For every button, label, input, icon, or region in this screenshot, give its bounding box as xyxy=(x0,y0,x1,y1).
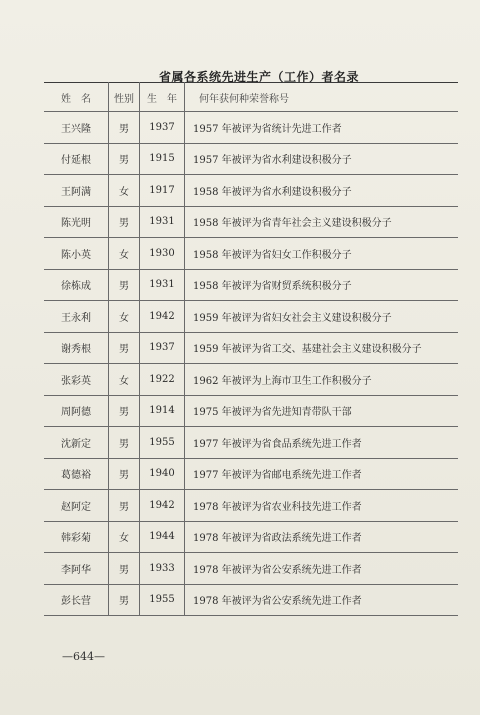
cell-name: 王永利 xyxy=(44,301,109,333)
header-birth-year: 生 年 xyxy=(140,83,185,112)
cell-birth-year: 1937 xyxy=(140,112,185,144)
cell-name: 张彩英 xyxy=(44,364,109,396)
table-row xyxy=(44,427,458,459)
cell-sex: 女 xyxy=(109,364,140,396)
table-row xyxy=(44,238,458,270)
cell-sex: 男 xyxy=(109,458,140,490)
cell-birth-year: 1931 xyxy=(140,269,185,301)
table-header-row xyxy=(44,83,458,112)
cell-honor: 1957 年被评为省水利建设积极分子 xyxy=(185,143,459,175)
cell-sex: 男 xyxy=(109,332,140,364)
header-honor: 何年获何种荣誉称号 xyxy=(185,83,459,112)
cell-sex: 女 xyxy=(109,238,140,270)
cell-birth-year: 1942 xyxy=(140,490,185,522)
cell-birth-year: 1940 xyxy=(140,458,185,490)
honor-roll-table xyxy=(44,82,458,616)
cell-sex: 女 xyxy=(109,521,140,553)
table-row xyxy=(44,553,458,585)
cell-birth-year: 1930 xyxy=(140,238,185,270)
table-row xyxy=(44,269,458,301)
page-number: —644— xyxy=(62,650,105,663)
cell-name: 葛德裕 xyxy=(44,458,109,490)
cell-birth-year: 1937 xyxy=(140,332,185,364)
cell-name: 周阿德 xyxy=(44,395,109,427)
cell-honor: 1958 年被评为省青年社会主义建设积极分子 xyxy=(185,206,459,238)
table-row xyxy=(44,175,458,207)
cell-honor: 1978 年被评为省农业科技先进工作者 xyxy=(185,490,459,522)
cell-honor: 1959 年被评为省工交、基建社会主义建设积极分子 xyxy=(185,332,459,364)
cell-birth-year: 1933 xyxy=(140,553,185,585)
cell-birth-year: 1955 xyxy=(140,427,185,459)
header-name: 姓 名 xyxy=(44,83,109,112)
cell-name: 赵阿定 xyxy=(44,490,109,522)
cell-sex: 男 xyxy=(109,584,140,616)
cell-birth-year: 1942 xyxy=(140,301,185,333)
cell-sex: 男 xyxy=(109,112,140,144)
table-row xyxy=(44,395,458,427)
cell-name: 付延根 xyxy=(44,143,109,175)
table-row xyxy=(44,301,458,333)
cell-name: 陈小英 xyxy=(44,238,109,270)
cell-name: 陈光明 xyxy=(44,206,109,238)
cell-birth-year: 1944 xyxy=(140,521,185,553)
table-row xyxy=(44,584,458,616)
cell-birth-year: 1914 xyxy=(140,395,185,427)
cell-honor: 1959 年被评为省妇女社会主义建设积极分子 xyxy=(185,301,459,333)
cell-sex: 男 xyxy=(109,269,140,301)
cell-birth-year: 1955 xyxy=(140,584,185,616)
cell-name: 彭长营 xyxy=(44,584,109,616)
cell-sex: 男 xyxy=(109,553,140,585)
cell-birth-year: 1931 xyxy=(140,206,185,238)
cell-honor: 1977 年被评为省邮电系统先进工作者 xyxy=(185,458,459,490)
cell-honor: 1958 年被评为省水利建设积极分子 xyxy=(185,175,459,207)
table-row xyxy=(44,112,458,144)
header-sex: 性别 xyxy=(109,83,140,112)
cell-honor: 1962 年被评为上海市卫生工作积极分子 xyxy=(185,364,459,396)
table-row xyxy=(44,143,458,175)
cell-sex: 男 xyxy=(109,143,140,175)
cell-honor: 1975 年被评为省先进知青带队干部 xyxy=(185,395,459,427)
table-row xyxy=(44,332,458,364)
cell-sex: 男 xyxy=(109,427,140,459)
cell-sex: 男 xyxy=(109,395,140,427)
cell-birth-year: 1915 xyxy=(140,143,185,175)
cell-honor: 1957 年被评为省统计先进工作者 xyxy=(185,112,459,144)
cell-name: 王阿满 xyxy=(44,175,109,207)
table-row xyxy=(44,521,458,553)
table-row xyxy=(44,490,458,522)
cell-name: 李阿华 xyxy=(44,553,109,585)
cell-name: 沈新定 xyxy=(44,427,109,459)
cell-birth-year: 1922 xyxy=(140,364,185,396)
cell-sex: 女 xyxy=(109,301,140,333)
cell-honor: 1977 年被评为省食品系统先进工作者 xyxy=(185,427,459,459)
cell-honor: 1978 年被评为省公安系统先进工作者 xyxy=(185,553,459,585)
cell-sex: 女 xyxy=(109,175,140,207)
cell-sex: 男 xyxy=(109,206,140,238)
cell-name: 韩彩菊 xyxy=(44,521,109,553)
cell-honor: 1958 年被评为省财贸系统积极分子 xyxy=(185,269,459,301)
cell-name: 徐栋成 xyxy=(44,269,109,301)
table-row xyxy=(44,364,458,396)
cell-name: 王兴隆 xyxy=(44,112,109,144)
cell-honor: 1978 年被评为省公安系统先进工作者 xyxy=(185,584,459,616)
cell-honor: 1978 年被评为省政法系统先进工作者 xyxy=(185,521,459,553)
cell-birth-year: 1917 xyxy=(140,175,185,207)
page-title: 省属各系统先进生产（工作）者名录 xyxy=(158,70,359,84)
cell-honor: 1958 年被评为省妇女工作积极分子 xyxy=(185,238,459,270)
cell-name: 谢秀根 xyxy=(44,332,109,364)
cell-sex: 男 xyxy=(109,490,140,522)
table-row xyxy=(44,206,458,238)
table-row xyxy=(44,458,458,490)
